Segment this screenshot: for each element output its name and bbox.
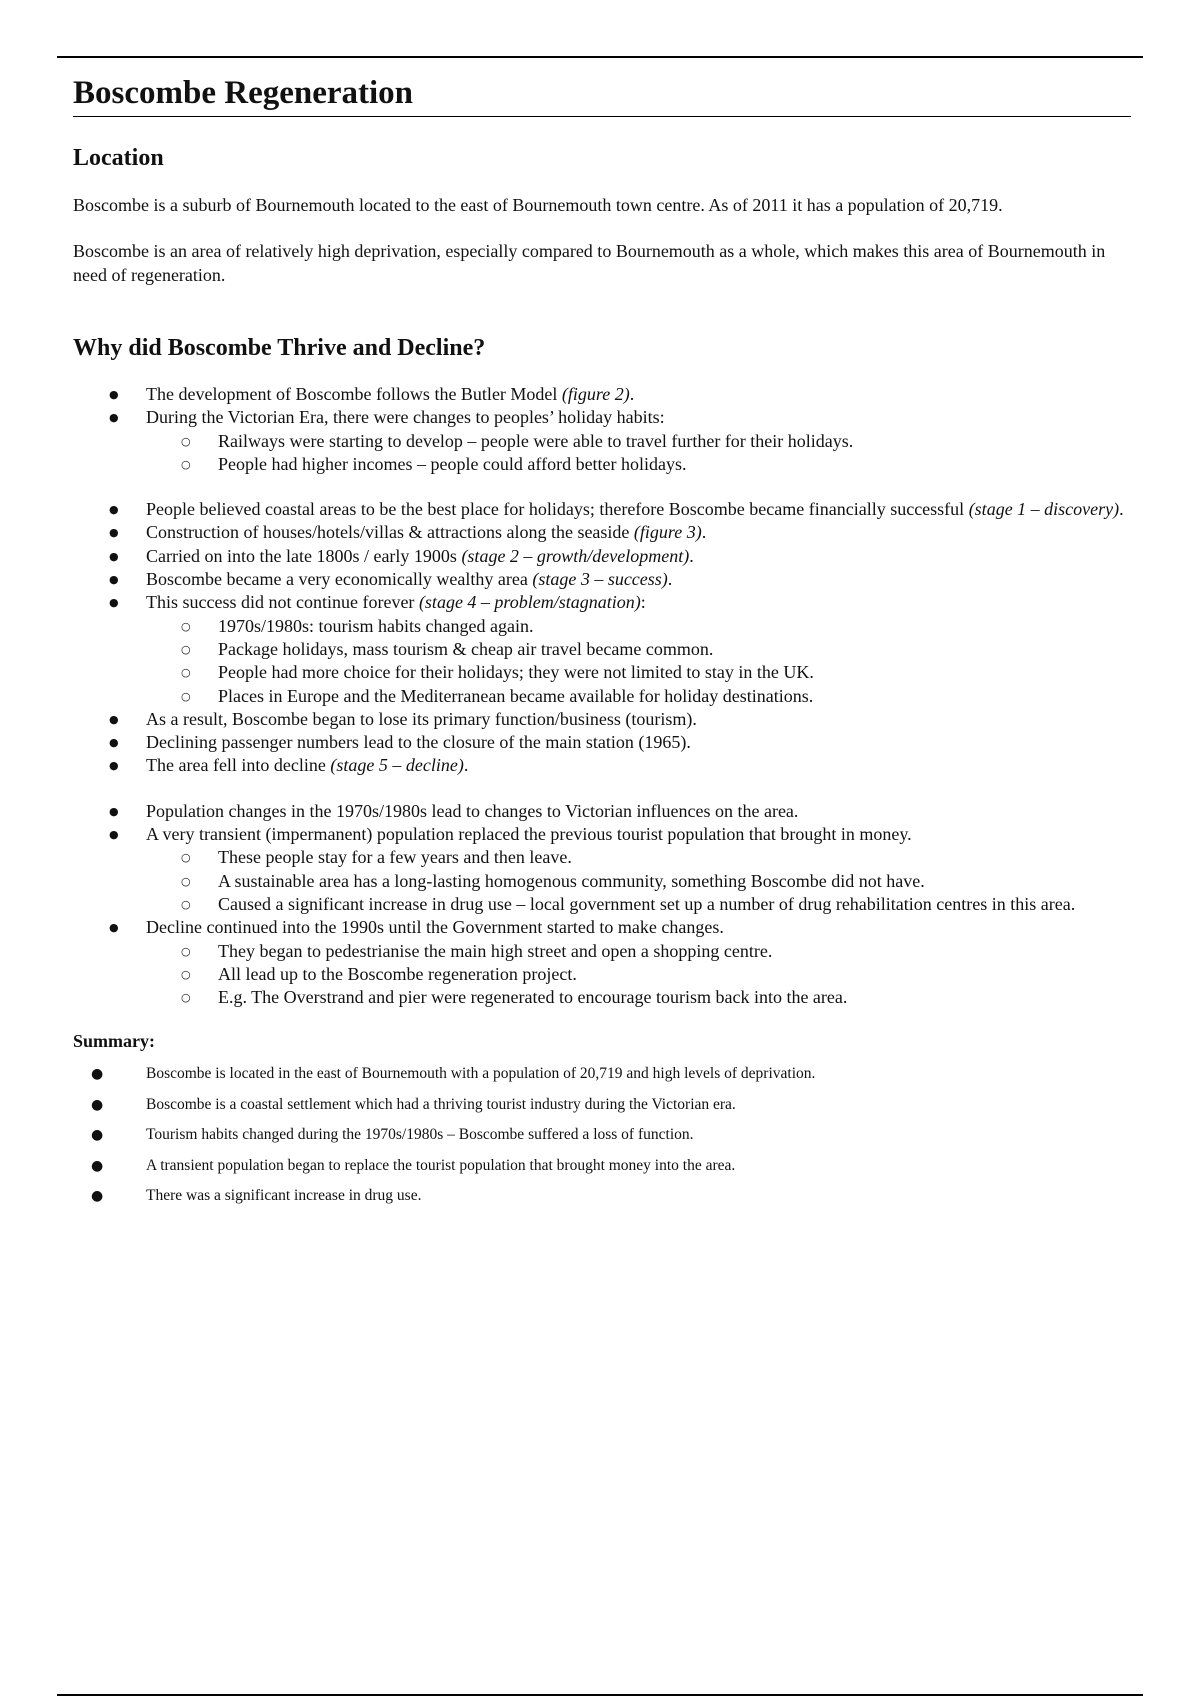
thrive-list — [73, 383, 1131, 476]
sub-list-item: ○ Places in Europe and the Mediterranean became available for holiday destinations. — [73, 685, 1131, 708]
sub-list-item: ○ E.g. The Overstrand and pier were regenerated to encourage tourism back into the area. — [73, 986, 1131, 1009]
sub-list-item: ○ People had more choice for their holidays; they were not limited to stay in the UK. — [73, 661, 1131, 684]
list-item: ● Carried on into the late 1800s / early 1900s (stage 2 – growth/development). — [73, 545, 1131, 568]
bottom-rule — [57, 1694, 1143, 1696]
document-body — [73, 72, 1131, 1212]
decline-list — [73, 498, 1131, 778]
sub-list-item: ○ These people stay for a few years and then leave. — [73, 846, 1131, 869]
sub-list-item: ○ Caused a significant increase in drug use – local government set up a number of drug rehabilitation centres in this area. — [73, 893, 1131, 916]
list-item: ● Population changes in the 1970s/1980s lead to changes to Victorian influences on the area. — [73, 800, 1131, 823]
list-item: ● The area fell into decline (stage 5 – decline). — [73, 754, 1131, 777]
sub-list-item: ○ All lead up to the Boscombe regeneration project. — [73, 963, 1131, 986]
location-heading: Location — [73, 145, 164, 171]
summary-item: ● Boscombe is a coastal settlement which had a thriving tourist industry during the Victorian era. — [73, 1090, 1131, 1121]
sub-list-item: ○ Railways were starting to develop – people were able to travel further for their holidays. — [73, 430, 1131, 453]
list-item: ● This success did not continue forever (stage 4 – problem/stagnation): ○ 1970s/1980s: tourism habits changed again. ○ Package holidays, mass tourism & cheap air travel became common. ○ People had more choice for their holidays; they were not limited to stay in the UK. ○ Places in Europe and the Mediterranean became available for holiday destinations. — [73, 591, 1131, 707]
sub-list-item: ○ 1970s/1980s: tourism habits changed again. — [73, 615, 1131, 638]
sub-list-item: ○ Package holidays, mass tourism & cheap air travel became common. — [73, 638, 1131, 661]
sub-list-item: ○ They began to pedestrianise the main high street and open a shopping centre. — [73, 940, 1131, 963]
list-item: ● People believed coastal areas to be the best place for holidays; therefore Boscombe became financially successful (stage 1 – discovery). — [73, 498, 1131, 521]
summary-item: ● Boscombe is located in the east of Bournemouth with a population of 20,719 and high levels of deprivation. — [73, 1059, 1131, 1090]
list-item: ● Construction of houses/hotels/villas & attractions along the seaside (figure 3). — [73, 521, 1131, 544]
list-item: ● Declining passenger numbers lead to the closure of the main station (1965). — [73, 731, 1131, 754]
document-title: Boscombe Regeneration — [73, 72, 1131, 117]
list-item: ● As a result, Boscombe began to lose its primary function/business (tourism). — [73, 708, 1131, 731]
summary-item: ● There was a significant increase in drug use. — [73, 1181, 1131, 1212]
location-paragraph-1: Boscombe is a suburb of Bournemouth located to the east of Bournemouth town centre. As of 2011 it has a population of 20,719. — [73, 195, 1003, 215]
summary-heading: Summary: — [73, 1031, 155, 1052]
summary-list — [73, 1059, 1131, 1212]
why-heading: Why did Boscombe Thrive and Decline? — [73, 335, 486, 361]
list-item: ● Decline continued into the 1990s until the Government started to make changes. ○ They began to pedestrianise the main high street and open a shopping centre. ○ All lead up to the Boscombe regeneration project. ○ E.g. The Overstrand and pier were regenerated to encourage tourism back into the area. — [73, 916, 1131, 1009]
sub-list-item: ○ People had higher incomes – people could afford better holidays. — [73, 453, 1131, 476]
list-item: ● The development of Boscombe follows the Butler Model (figure 2). — [73, 383, 1131, 406]
summary-item: ● Tourism habits changed during the 1970s/1980s – Boscombe suffered a loss of function. — [73, 1120, 1131, 1151]
sub-list-item: ○ A sustainable area has a long-lasting homogenous community, something Boscombe did not have. — [73, 870, 1131, 893]
top-rule — [57, 56, 1143, 58]
list-item: ● Boscombe became a very economically wealthy area (stage 3 – success). — [73, 568, 1131, 591]
summary-item: ● A transient population began to replace the tourist population that brought money into the area. — [73, 1151, 1131, 1182]
list-item: ● A very transient (impermanent) population replaced the previous tourist population that brought in money. ○ These people stay for a few years and then leave. ○ A sustainable area has a long-lasting homogenous community, something Boscombe did not have. ○ Caused a significant increase in drug use – local government set up a number of drug rehabilitation centres in this area. — [73, 823, 1131, 916]
list-item: ● During the Victorian Era, there were changes to peoples’ holiday habits: ○ Railways were starting to develop – people were able to travel further for their holidays. ○ People had higher incomes – people could afford better holidays. — [73, 406, 1131, 476]
population-list — [73, 800, 1131, 1010]
location-paragraph-2: Boscombe is an area of relatively high deprivation, especially compared to Bournemouth as a whole, which makes this area of Bournemouth in need of regeneration. — [73, 241, 1106, 285]
